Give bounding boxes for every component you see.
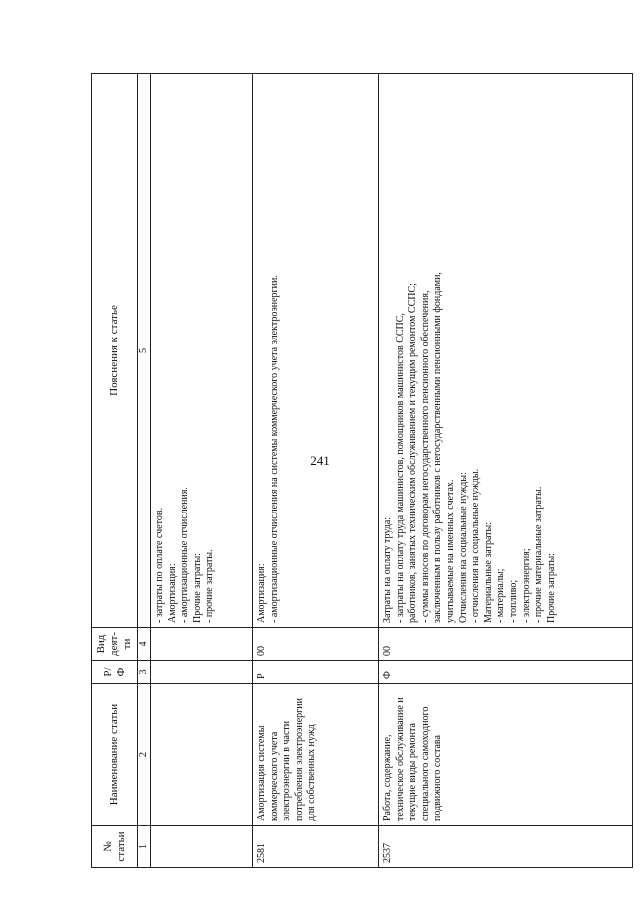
row-rf: Р (253, 661, 379, 684)
note-line: учитываемые на именных счетах. (444, 479, 456, 623)
row-rf: Ф (379, 661, 633, 684)
table-row (253, 74, 379, 868)
note-line: заключенным в пользу работников с негосударственными пенсионными фондами, (432, 272, 444, 623)
row-notes (253, 74, 379, 628)
row-name (151, 684, 253, 826)
header-kind: Вид деят-ти (92, 628, 138, 661)
row-code (151, 826, 253, 868)
column-number: 5 (138, 74, 151, 628)
header-notes: Пояснения к статье (92, 74, 138, 628)
note-line: - затраты на оплату труда машинистов, помощников машинистов ССПС, (394, 313, 406, 623)
column-number: 3 (138, 661, 151, 684)
note-line: Амортизация: (256, 563, 267, 623)
rotated-table-sheet (91, 73, 633, 868)
row-rf (151, 661, 253, 684)
table-row (151, 74, 253, 868)
note-line: - материалы; (495, 568, 507, 623)
column-number: 4 (138, 628, 151, 661)
row-name: Амортизация системы коммерческого учета электроэнергии в части потребления электроэнергии для собственных нужд (253, 684, 379, 826)
note-line: Амортизация: (166, 563, 178, 623)
header-row (92, 74, 138, 868)
row-kind (151, 628, 253, 661)
note-line: Прочие затраты: (545, 553, 557, 623)
note-line: Прочие затраты: (191, 553, 203, 623)
articles-table (91, 73, 633, 868)
note-line: - суммы взносов по договорам негосударственного пенсионного обеспечения, (419, 290, 431, 623)
row-notes (379, 74, 633, 628)
column-number: 2 (138, 684, 151, 826)
note-line: Материальные затраты: (482, 522, 494, 623)
header-code: № статьи (92, 826, 138, 868)
column-number-row (138, 74, 151, 868)
row-kind: 00 (253, 628, 379, 661)
note-line: - амортизационные отчисления. (179, 487, 191, 623)
note-line: Затраты на оплату труда: (382, 516, 393, 623)
row-name: Работа, содержание, техническое обслуживание и текущие виды ремонта специального самоходного подвижного состава (379, 684, 633, 826)
header-rf: Р/ Ф (92, 661, 138, 684)
row-kind: 00 (379, 628, 633, 661)
column-number: 1 (138, 826, 151, 868)
table-row (379, 74, 633, 868)
note-line: - амортизационные отчисления на системы коммерческого учета электроэнергии. (268, 275, 280, 623)
row-notes (151, 74, 253, 628)
note-line: Отчисления на социальные нужды: (457, 472, 469, 623)
note-line: работников, занятых техническим обслуживанием и текущим ремонтом ССПС; (407, 283, 419, 623)
note-line: - отчисления на социальные нужды. (470, 468, 482, 623)
row-code: 2581 (253, 826, 379, 868)
note-line: - топливо; (507, 579, 519, 623)
note-line: - затраты по оплате счетов. (154, 507, 165, 623)
note-line: - прочие материальные затраты. (533, 486, 545, 623)
note-line: - прочие затраты. (204, 549, 216, 623)
header-name: Наименование статьи (92, 684, 138, 826)
row-code: 2537 (379, 826, 633, 868)
page-number: 241 (310, 453, 330, 468)
note-line: - электроэнергия; (520, 548, 532, 623)
